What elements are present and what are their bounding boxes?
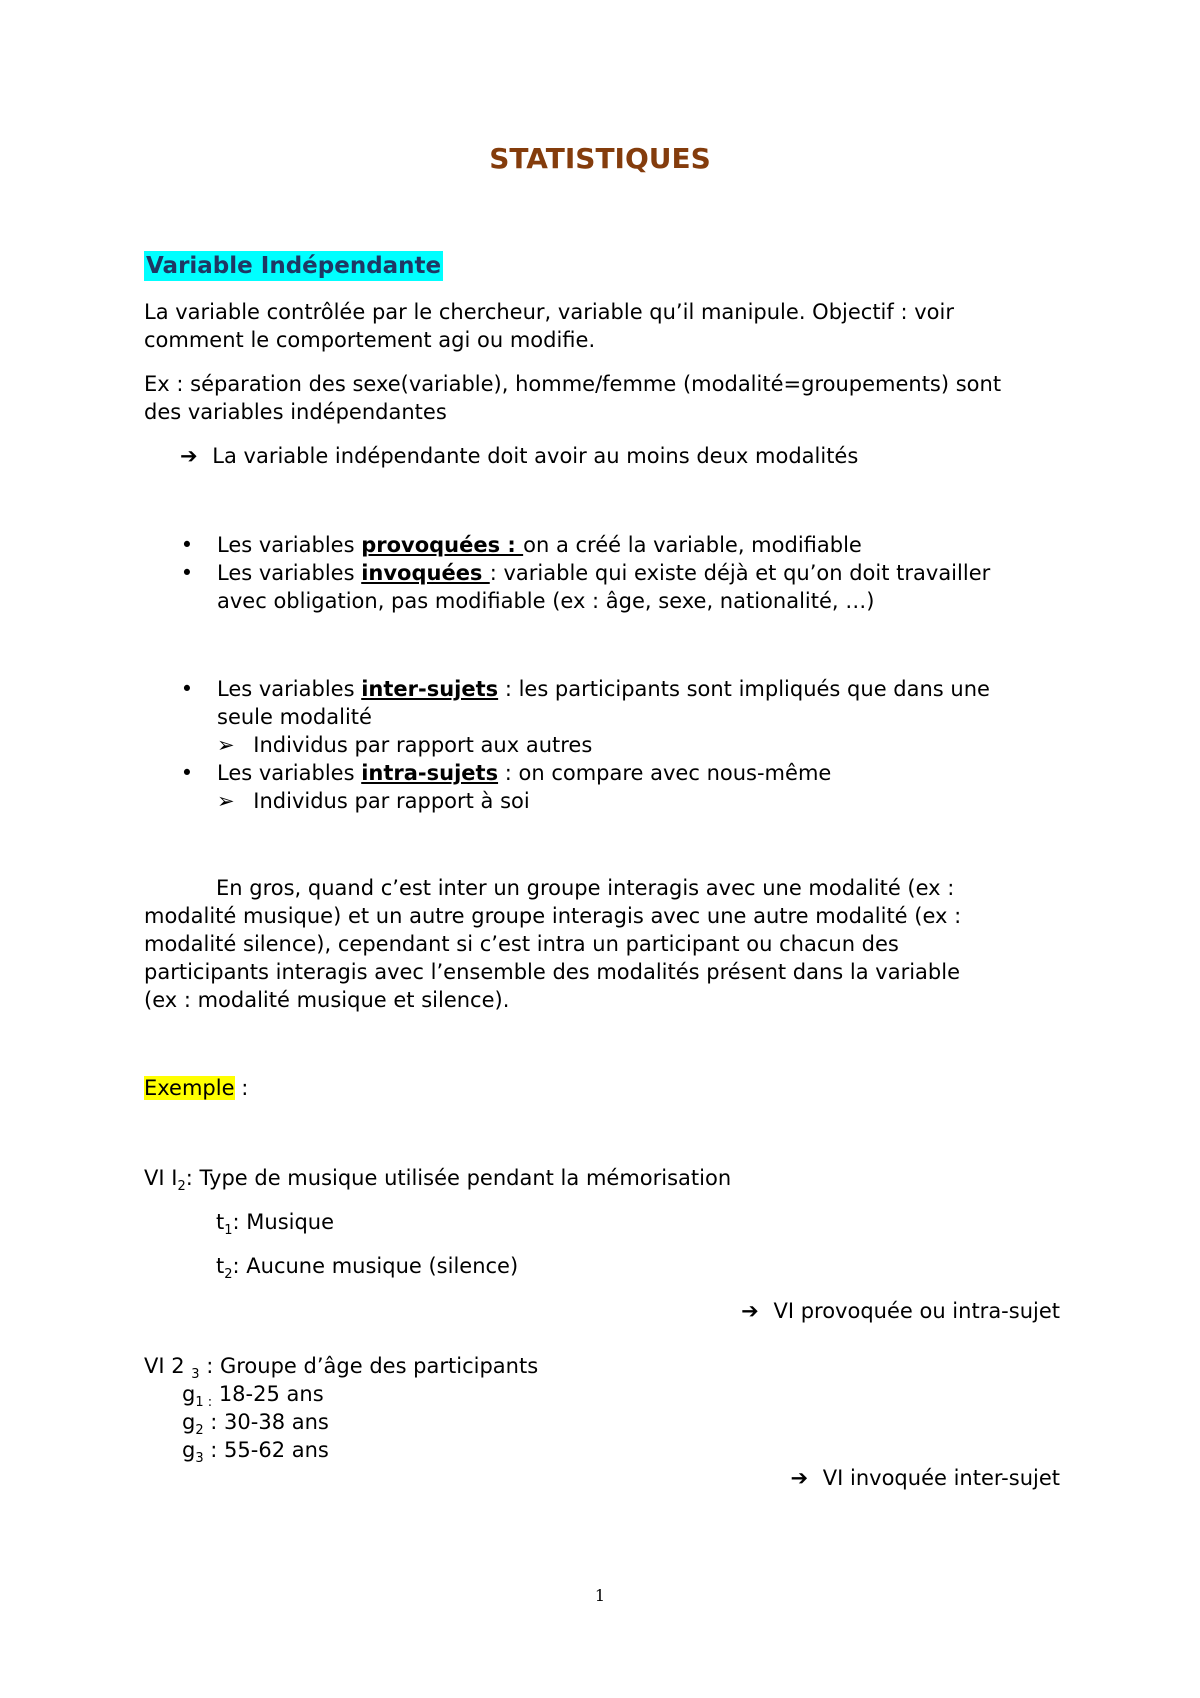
vi1-label: [144, 1164, 732, 1195]
paragraph-line-5: (ex : modalité musique et silence).: [144, 988, 510, 1012]
example-label-colon: :: [234, 1076, 249, 1100]
list-item-intra-sujets: [217, 759, 831, 787]
vi2-group-2: [182, 1408, 329, 1439]
vi2-group-b: : 30-38 ans: [203, 1410, 329, 1434]
vi1-modality-1: [216, 1208, 335, 1239]
list-item-inter-sujets-line-2: seule modalité: [217, 705, 372, 729]
sub-list-item-text: Individus par rapport à soi: [253, 789, 530, 813]
vi2-group-sub: 1 :: [195, 1395, 213, 1411]
vi1-label-a: VI I: [144, 1166, 178, 1190]
vi2-group-a: g: [182, 1410, 196, 1434]
vi1-t1-a: t: [216, 1210, 225, 1234]
sub-list-item-text: Individus par rapport aux autres: [253, 733, 593, 757]
term-intra-sujets: intra-sujets: [361, 761, 499, 785]
vi2-conclusion: [790, 1464, 1060, 1492]
example-label: [144, 1074, 248, 1102]
sub-list-item: [217, 787, 530, 815]
arrow-icon: ➔: [741, 1299, 759, 1323]
vi1-t2-b: : Aucune musique (silence): [232, 1254, 519, 1278]
vi2-group-b: 18-25 ans: [212, 1382, 324, 1406]
vi2-group-b: : 55-62 ans: [203, 1438, 329, 1462]
vi1-t1-sub: 1: [224, 1223, 233, 1239]
vi1-label-sub: 2: [177, 1179, 186, 1195]
vi1-t1-b: : Musique: [232, 1210, 335, 1234]
vi2-conclusion-text: VI invoquée inter-sujet: [822, 1466, 1060, 1490]
example-intro-line-1: Ex : séparation des sexe(variable), homme/femme (modalité=groupements) sont: [144, 372, 1002, 396]
vi1-modality-2: [216, 1252, 519, 1283]
example-label-highlight: Exemple: [144, 1076, 235, 1100]
section-heading: Variable Indépendante: [146, 253, 442, 279]
list-item-prefix: Les variables: [217, 761, 362, 785]
vi2-group-sub: 3: [195, 1451, 204, 1467]
vi1-t2-sub: 2: [224, 1267, 233, 1283]
vi2-label-a: VI 2: [144, 1354, 192, 1378]
arrow-icon: ➔: [180, 444, 198, 468]
vi2-label-b: : Groupe d’âge des participants: [199, 1354, 539, 1378]
page-number: 1: [594, 1586, 606, 1605]
vi2-label: [144, 1352, 539, 1383]
bullet-icon: •: [180, 533, 194, 557]
vi2-group-a: g: [182, 1438, 196, 1462]
example-intro-line-2: des variables indépendantes: [144, 400, 447, 424]
definition-line-1: La variable contrôlée par le chercheur, variable qu’il manipule. Objectif : voir: [144, 300, 954, 324]
list-item-invoquees: [217, 559, 990, 587]
sub-list-item: [217, 731, 592, 759]
list-item-inter-sujets: [217, 675, 990, 703]
definition-line-2: comment le comportement agi ou modifie.: [144, 328, 596, 352]
vi1-t2-a: t: [216, 1254, 225, 1278]
sub-bullet-icon: ➢: [217, 733, 235, 757]
list-item-invoquees-line-2: avec obligation, pas modifiable (ex : âge, sexe, nationalité, …): [217, 589, 875, 613]
list-item-prefix: Les variables: [217, 561, 362, 585]
arrow-icon: ➔: [790, 1466, 809, 1490]
sub-bullet-icon: ➢: [217, 789, 235, 813]
bullet-icon: •: [180, 561, 194, 585]
vi2-group-3: [182, 1436, 329, 1467]
list-item-prefix: Les variables: [217, 677, 362, 701]
paragraph-line-2: modalité musique) et un autre groupe interagis avec une autre modalité (ex :: [144, 904, 962, 928]
list-item-text: : on compare avec nous-même: [498, 761, 832, 785]
vi2-group-1: [182, 1380, 324, 1411]
paragraph-line-4: participants interagis avec l’ensemble des modalités présent dans la variable: [144, 960, 961, 984]
vi2-label-sub: 3: [191, 1367, 200, 1383]
term-inter-sujets: inter-sujets: [361, 677, 499, 701]
vi1-label-b: : Type de musique utilisée pendant la mémorisation: [185, 1166, 732, 1190]
arrow-note-text: La variable indépendante doit avoir au moins deux modalités: [212, 444, 859, 468]
document-title: STATISTIQUES: [489, 142, 711, 175]
arrow-note: [180, 442, 858, 470]
list-item-text: : variable qui existe déjà et qu’on doit travailler: [489, 561, 991, 585]
bullet-icon: •: [180, 677, 194, 701]
paragraph-line-1: En gros, quand c’est inter un groupe interagis avec une modalité (ex :: [216, 876, 955, 900]
vi2-group-a: g: [182, 1382, 196, 1406]
bullet-icon: •: [180, 761, 194, 785]
list-item-provoquees: [217, 531, 862, 559]
vi2-group-sub: 2: [195, 1423, 204, 1439]
term-invoquees: invoquées: [361, 561, 490, 585]
term-provoquees: provoquées :: [361, 533, 524, 557]
vi1-conclusion: [741, 1297, 1060, 1325]
list-item-text: on a créé la variable, modifiable: [523, 533, 862, 557]
paragraph-line-3: modalité silence), cependant si c’est intra un participant ou chacun des: [144, 932, 899, 956]
vi1-conclusion-text: VI provoquée ou intra-sujet: [773, 1299, 1060, 1323]
list-item-text: : les participants sont impliqués que dans une: [498, 677, 990, 701]
list-item-prefix: Les variables: [217, 533, 362, 557]
